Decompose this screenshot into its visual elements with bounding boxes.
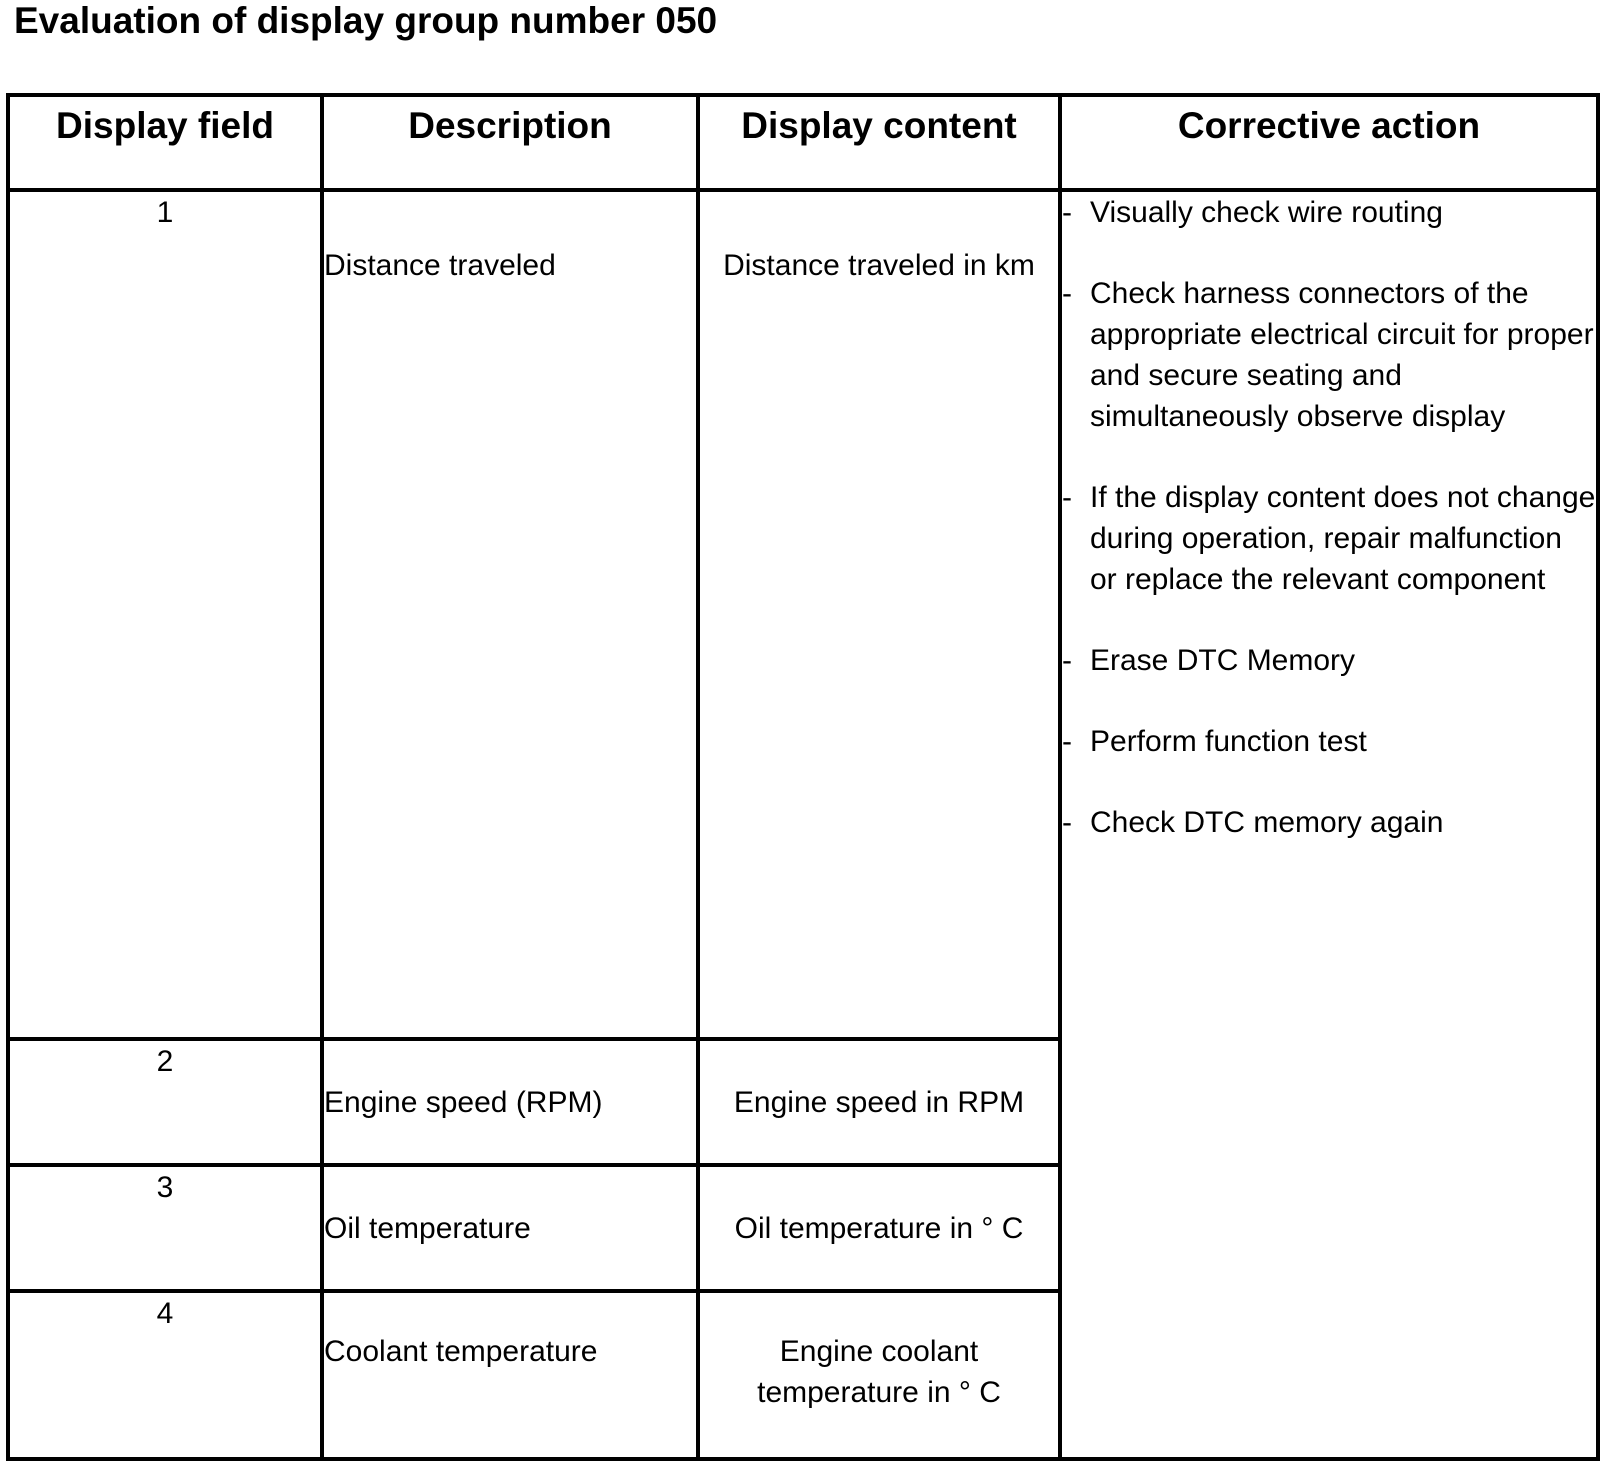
list-item — [1062, 192, 1596, 233]
bullet-dash: - — [1062, 277, 1072, 310]
description-cell: Distance traveled — [322, 190, 698, 1039]
display-field-cell: 1 — [8, 190, 322, 1039]
action-text: Erase DTC Memory — [1090, 644, 1356, 677]
corrective-action-cell — [1060, 190, 1598, 1459]
action-text: Visually check wire routing — [1090, 196, 1443, 229]
display-field-cell: 3 — [8, 1165, 322, 1291]
list-item — [1062, 477, 1596, 600]
page-title: Evaluation of display group number 050 — [14, 0, 718, 41]
header-description: Description — [322, 95, 698, 190]
bullet-dash: - — [1062, 481, 1072, 514]
bullet-dash: - — [1062, 725, 1072, 758]
action-text: Check DTC memory again — [1090, 806, 1444, 839]
table-header-row — [8, 95, 1598, 190]
description-cell: Coolant temperature — [322, 1291, 698, 1459]
list-item — [1062, 273, 1596, 437]
header-display-field: Display field — [8, 95, 322, 190]
display-content-cell: Engine coolant temperature in ° C — [698, 1291, 1060, 1459]
display-content-cell: Distance traveled in km — [698, 190, 1060, 1039]
list-item — [1062, 721, 1596, 762]
list-item — [1062, 640, 1596, 681]
corrective-action-list — [1062, 192, 1596, 843]
bullet-dash: - — [1062, 644, 1072, 677]
bullet-dash: - — [1062, 196, 1072, 229]
table-row — [8, 190, 1598, 1039]
description-cell: Engine speed (RPM) — [322, 1039, 698, 1165]
display-field-cell: 2 — [8, 1039, 322, 1165]
bullet-dash: - — [1062, 806, 1072, 839]
action-text: Check harness connectors of the appropriate electrical circuit for proper and secure seating and simultaneously observe display — [1090, 277, 1594, 433]
action-text: If the display content does not change during operation, repair malfunction or replace the relevant component — [1090, 481, 1596, 596]
header-corrective-action: Corrective action — [1060, 95, 1598, 190]
list-item — [1062, 802, 1596, 843]
display-field-cell: 4 — [8, 1291, 322, 1459]
display-content-cell: Oil temperature in ° C — [698, 1165, 1060, 1291]
evaluation-table — [6, 93, 1600, 1461]
action-text: Perform function test — [1090, 725, 1367, 758]
header-display-content: Display content — [698, 95, 1060, 190]
description-cell: Oil temperature — [322, 1165, 698, 1291]
display-content-cell: Engine speed in RPM — [698, 1039, 1060, 1165]
